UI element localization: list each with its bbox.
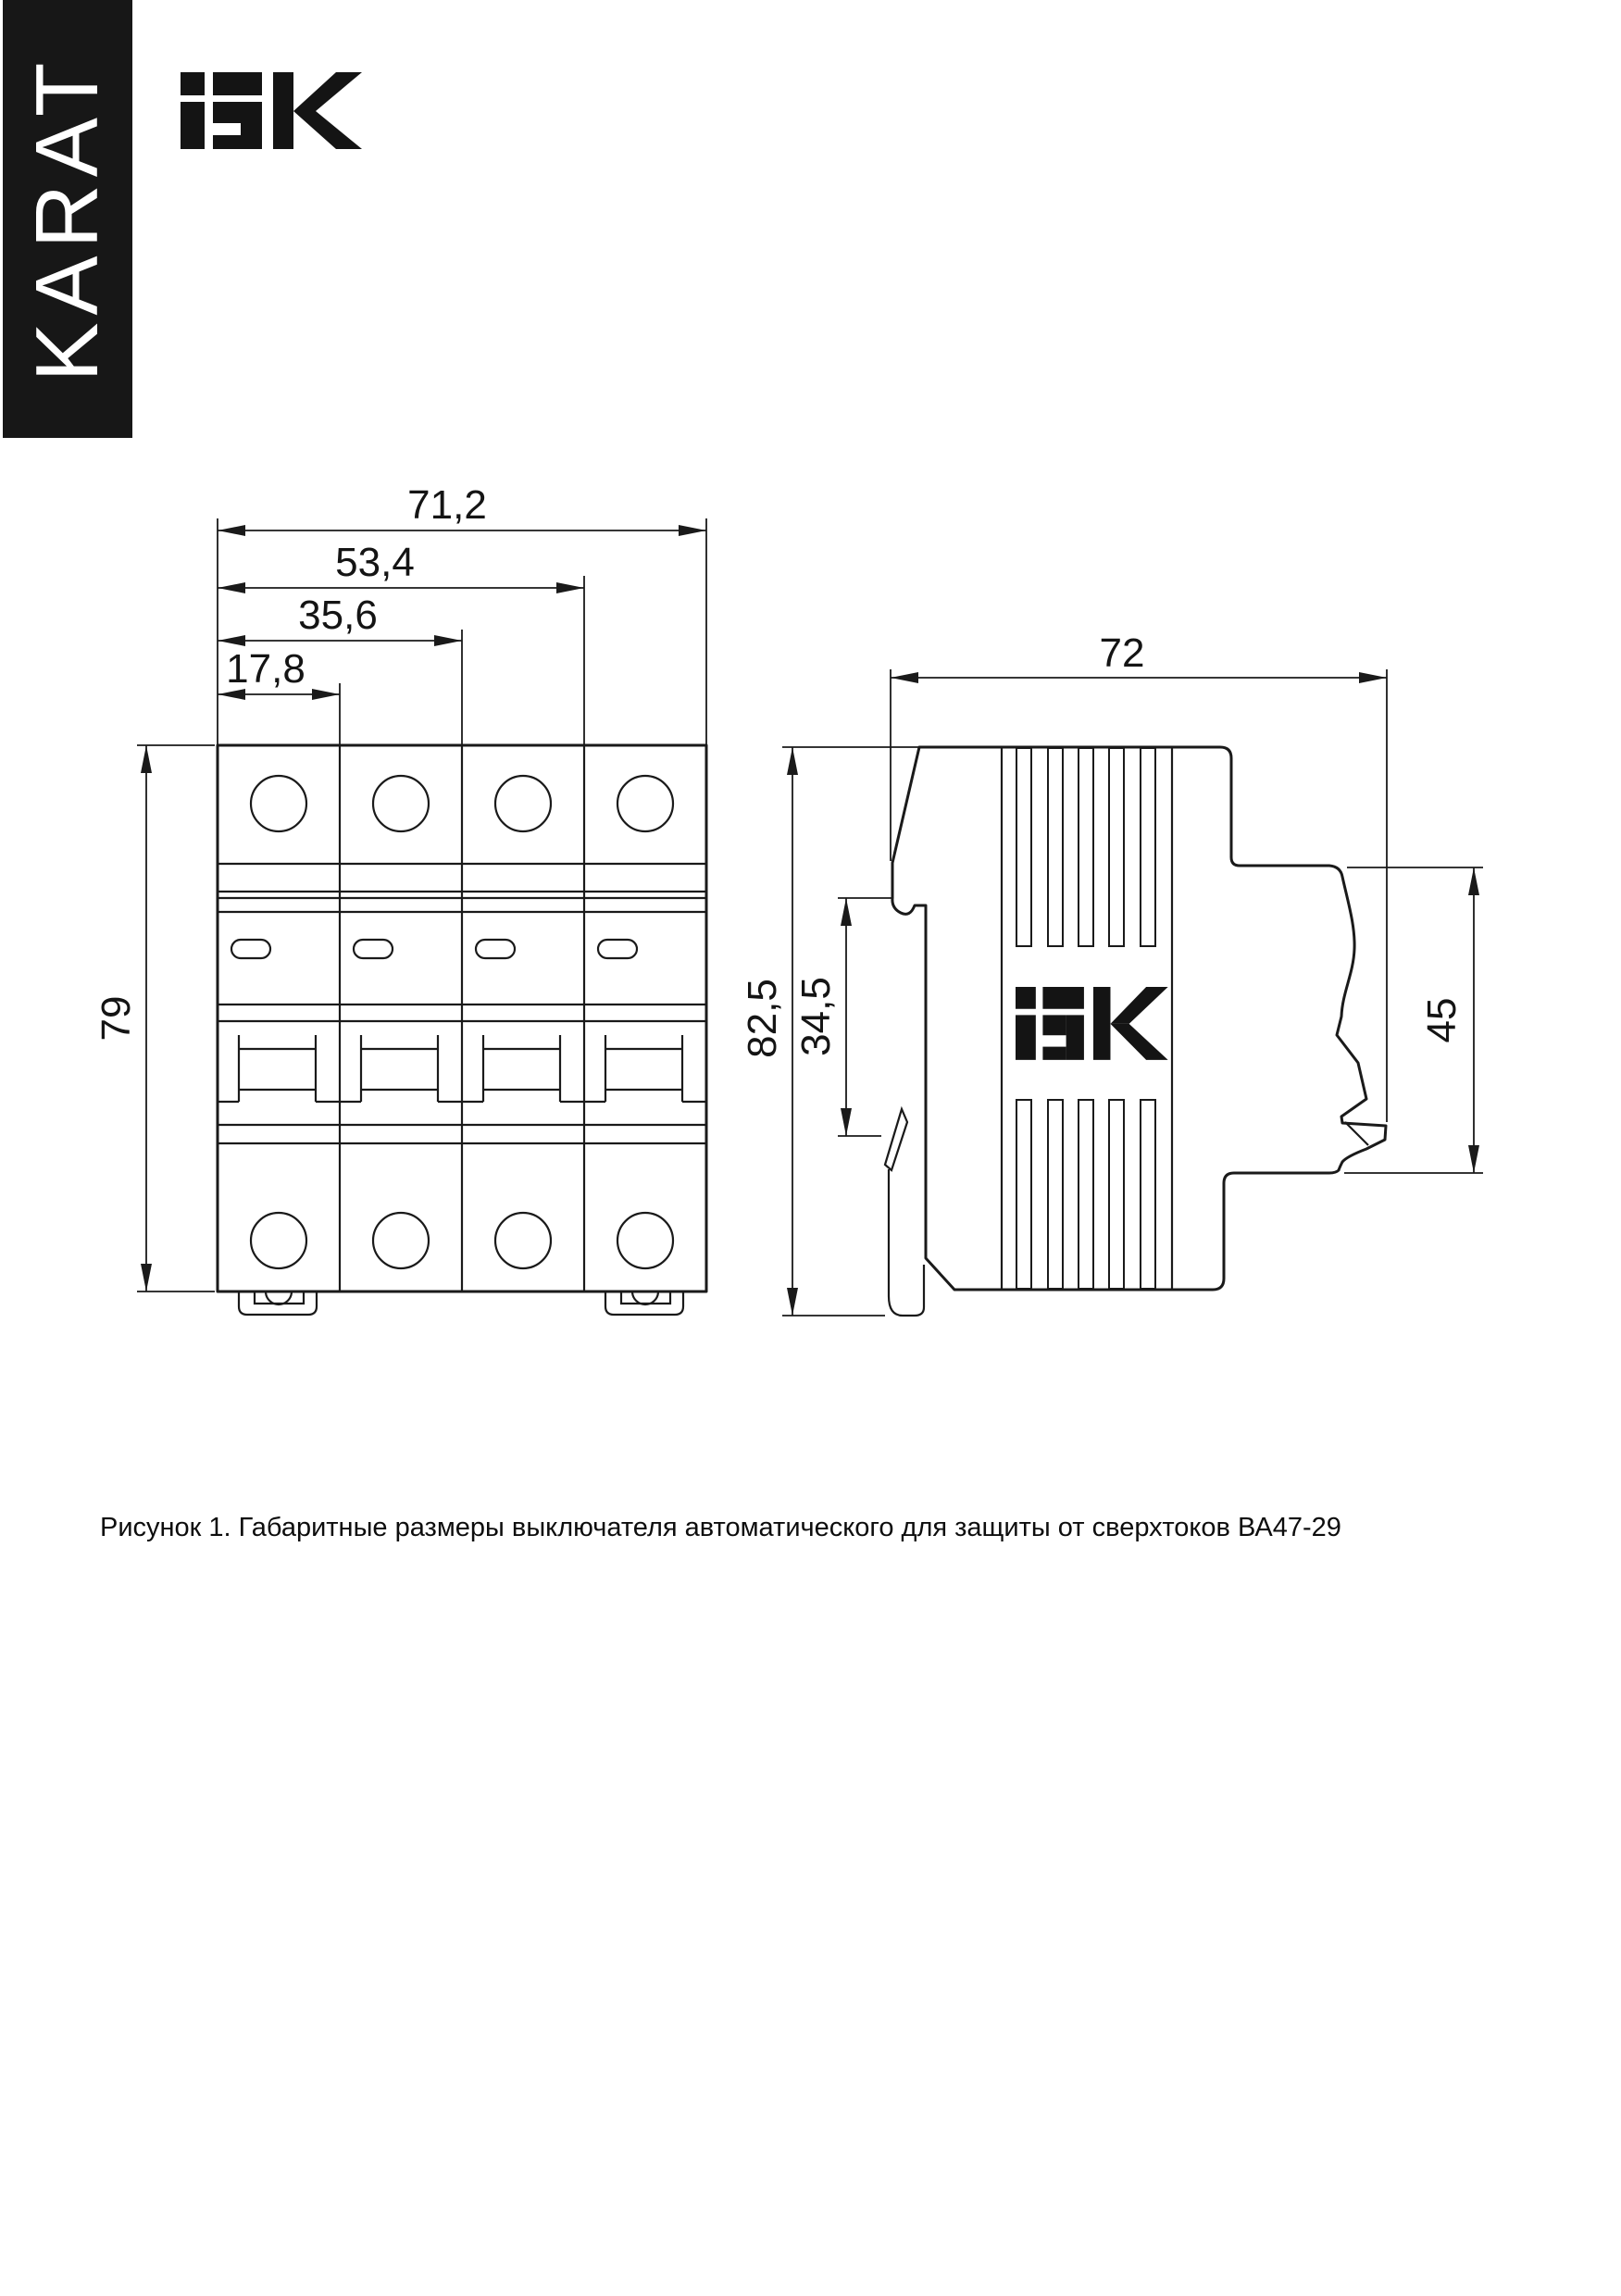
side-view <box>885 747 1386 1316</box>
vent-slots-top <box>1016 748 1155 946</box>
dim-label-din-offset: 34,5 <box>793 977 839 1056</box>
dim-label-2pole-width: 35,6 <box>298 593 378 638</box>
figure-caption: Рисунок 1. Габаритные размеры выключателя автоматического для защиты от сверхтоков ВА47-29 <box>100 1513 1341 1542</box>
iek-logo-side <box>1016 987 1168 1060</box>
din-latch <box>885 1109 924 1316</box>
karat-brand-text: KARAT <box>18 55 117 382</box>
vent-slots-bottom <box>1016 1100 1155 1289</box>
dim-label-front-height: 79 <box>94 995 139 1042</box>
dimensions-front <box>94 482 706 1292</box>
front-view <box>218 745 706 1315</box>
dim-label-back-span: 45 <box>1419 997 1465 1043</box>
dim-label-side-height: 82,5 <box>740 979 785 1058</box>
dim-label-depth: 72 <box>1099 630 1145 676</box>
dim-label-3pole-width: 53,4 <box>335 540 415 585</box>
dim-label-1pole-width: 17,8 <box>226 646 305 692</box>
dim-label-overall-width: 71,2 <box>407 482 487 528</box>
